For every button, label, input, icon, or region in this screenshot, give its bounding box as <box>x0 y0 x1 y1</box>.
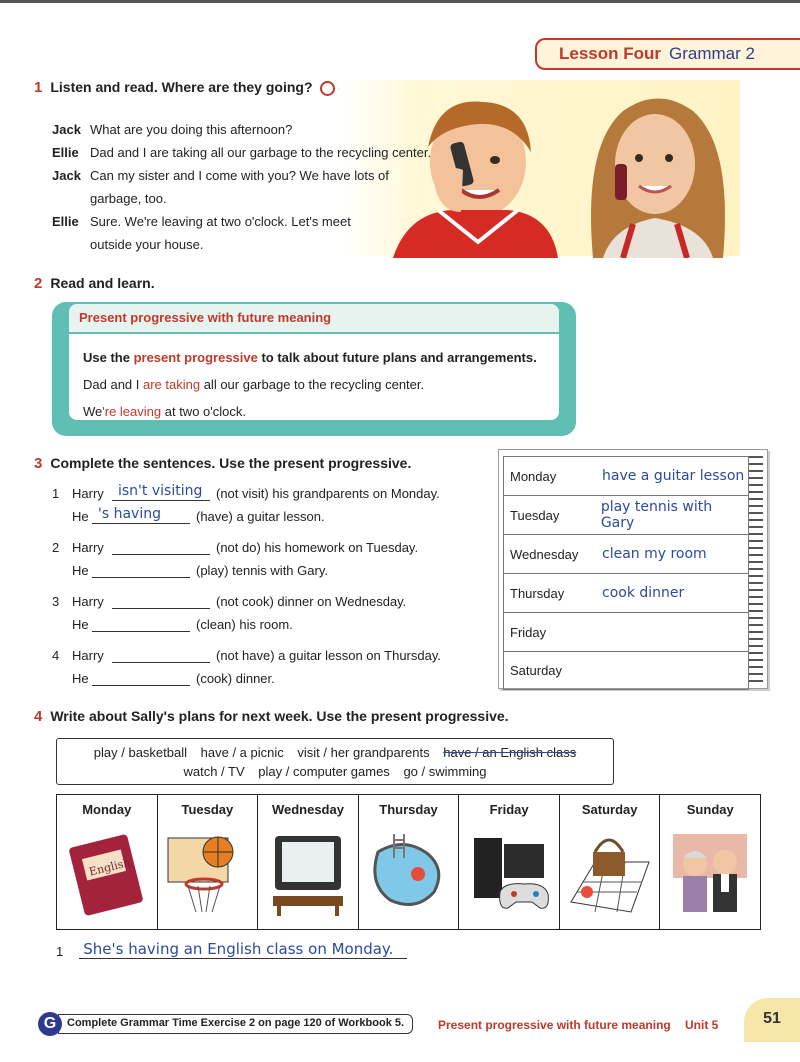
answer-blank[interactable] <box>112 591 210 609</box>
ex3-sentence: He (play) tennis with Gary. <box>52 555 482 578</box>
planner-row: Wednesday clean my room <box>503 534 749 573</box>
answer-blank[interactable] <box>92 668 190 686</box>
answer-blank[interactable]: She's having an English class on Monday. <box>79 940 407 959</box>
page-footer <box>38 1010 800 1042</box>
dialog-line: Ellie Sure. We're leaving at two o'clock. Let's meet <box>52 214 351 229</box>
answer-blank[interactable] <box>112 645 210 663</box>
dialog-line: Jack What are you doing this afternoon? <box>52 122 293 137</box>
top-rule <box>0 0 800 3</box>
picnic-icon <box>565 822 655 918</box>
audio-icon[interactable] <box>320 81 335 96</box>
word-option-used: have / an English class <box>443 745 577 760</box>
grammar-box-frame <box>52 302 576 436</box>
ex3-sentence: 1 Harry isn't visiting (not visit) his grandparents on Monday. <box>52 483 440 501</box>
english-book-icon <box>62 822 152 918</box>
ex3-sentences <box>52 478 482 686</box>
ex3-sentence: 2 Harry (not do) his homework on Tuesday. <box>52 532 482 555</box>
footer-unit: Unit 5 <box>685 1018 719 1032</box>
word-option: watch / TV <box>183 764 245 779</box>
day-cell: Wednesday <box>258 795 359 929</box>
grandparents-icon <box>665 822 755 918</box>
grammar-box-title: Present progressive with future meaning <box>69 304 559 334</box>
dialog-line: Ellie Dad and I are taking all our garbage to the recycling center. <box>52 145 432 160</box>
ex1-dialog <box>52 118 431 256</box>
ex3-sentence: 3 Harry (not cook) dinner on Wednesday. <box>52 586 482 609</box>
ex3-sentence: He (cook) dinner. <box>52 663 482 686</box>
tv-icon <box>263 822 353 918</box>
lesson-header <box>535 38 800 70</box>
page-number: 51 <box>744 998 800 1042</box>
day-cell: Monday English <box>57 795 158 929</box>
ex3-sentence: He 's having (have) a guitar lesson. <box>72 506 325 524</box>
day-cell: Saturday <box>560 795 661 929</box>
answer-blank[interactable]: 's having <box>92 506 190 524</box>
dialog-line: garbage, too. <box>90 191 167 206</box>
svg-text:English: English <box>87 855 132 879</box>
grammar-example: Dad and I are taking all our garbage to the recycling center. <box>83 377 425 392</box>
planner-row: Thursday cook dinner <box>503 573 749 612</box>
dialog-line: Jack Can my sister and I come with you? We have lots of <box>52 168 389 183</box>
basketball-icon <box>162 822 252 918</box>
spiral-binding-icon <box>749 456 763 684</box>
girl-on-phone-photo <box>563 86 741 258</box>
ex4-answer: 1 She's having an English class on Monday. <box>56 940 407 959</box>
day-cell: Friday <box>459 795 560 929</box>
grammar-box <box>67 302 561 422</box>
workbook-note: Complete Grammar Time Exercise 2 on page 120 of Workbook 5. <box>58 1014 413 1034</box>
word-option: play / computer games <box>258 764 390 779</box>
sally-week-grid <box>56 794 761 930</box>
answer-blank[interactable] <box>92 614 190 632</box>
day-cell: Sunday <box>660 795 760 929</box>
word-box <box>56 738 614 785</box>
lesson-section: Grammar 2 <box>669 44 755 63</box>
ex3-sentence: He (clean) his room. <box>52 609 482 632</box>
ex2-title: 2 Read and learn. <box>34 275 155 292</box>
grammar-rule: Use the present progressive to talk about future plans and arrangements. <box>83 350 537 365</box>
answer-blank[interactable] <box>112 537 210 555</box>
planner-row: Friday <box>503 612 749 651</box>
answer-blank[interactable] <box>92 560 190 578</box>
harry-planner <box>498 449 768 689</box>
ex3-sentence: 4 Harry (not have) a guitar lesson on Thursday. <box>52 640 482 663</box>
grammar-time-icon: G <box>38 1012 62 1036</box>
word-option: play / basketball <box>93 745 188 760</box>
answer-blank[interactable]: isn't visiting <box>112 483 210 501</box>
lesson-number: Lesson Four <box>559 44 662 63</box>
swimming-pool-icon <box>364 822 454 918</box>
planner-row: Saturday <box>503 651 749 690</box>
ex4-title: 4 Write about Sally's plans for next week. Use the present progressive. <box>34 708 509 725</box>
word-option: go / swimming <box>403 764 487 779</box>
planner-row: Monday have a guitar lesson <box>503 456 749 495</box>
footer-topic: Present progressive with future meaning <box>438 1018 671 1032</box>
word-option: have / a picnic <box>200 745 284 760</box>
dialog-line: outside your house. <box>90 237 204 252</box>
computer-games-icon <box>464 822 554 918</box>
planner-row: Tuesday play tennis with Gary <box>503 495 749 534</box>
word-option: visit / her grandparents <box>297 745 430 760</box>
day-cell: Thursday <box>359 795 460 929</box>
ex1-title: 1 Listen and read. Where are they going? <box>34 79 351 96</box>
grammar-example: We're leaving at two o'clock. <box>83 404 246 419</box>
grammar-box-body <box>69 334 559 435</box>
ex3-title: 3 Complete the sentences. Use the present progressive. <box>34 455 412 472</box>
day-cell: Tuesday <box>158 795 259 929</box>
